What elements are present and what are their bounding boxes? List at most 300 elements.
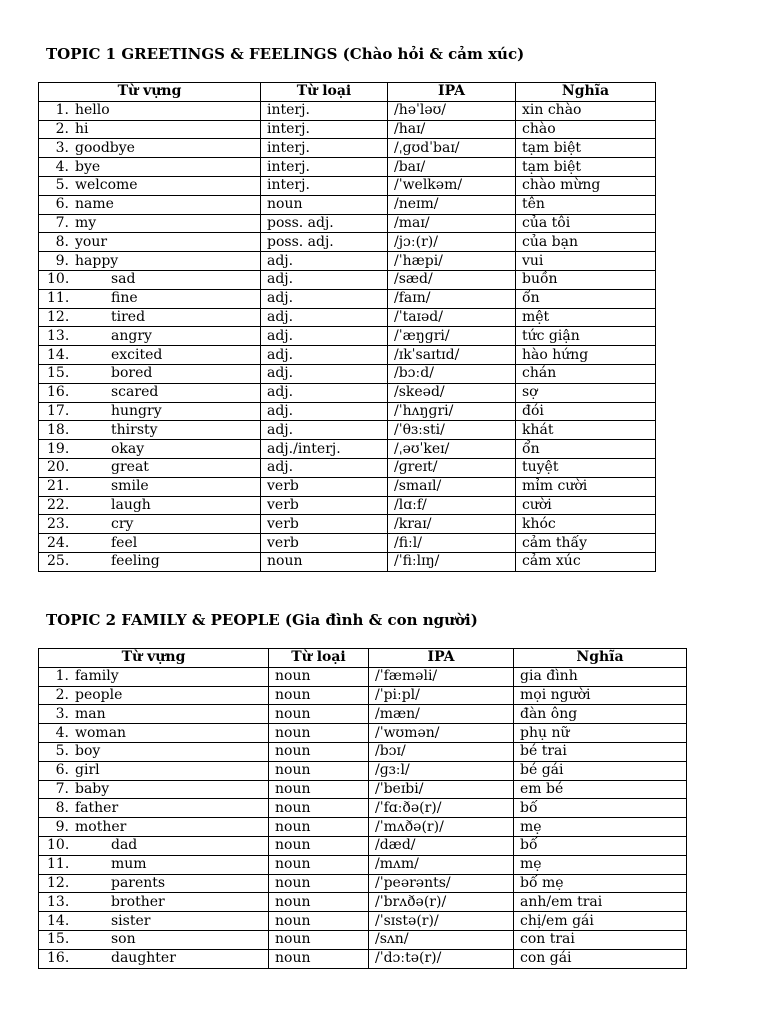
row-number: 15.	[47, 931, 70, 948]
vocab-word: brother	[111, 893, 165, 910]
meaning-cell: bố	[514, 836, 687, 855]
vocab-word: people	[75, 686, 123, 703]
word-cell	[39, 705, 269, 724]
meaning-cell: bé gái	[514, 761, 687, 780]
ipa-cell: /ˌəʊˈkeɪ/	[388, 440, 516, 459]
word-cell	[39, 818, 269, 837]
meaning-cell: hào hứng	[516, 346, 656, 365]
meaning-cell: buồn	[516, 270, 656, 289]
meaning-cell: mẹ	[514, 818, 687, 837]
vocab-word: boy	[75, 743, 101, 760]
row-number: 17.	[47, 402, 70, 419]
ipa-cell: /ˈfiːlɪŋ/	[388, 552, 516, 571]
part-of-speech-cell: noun	[261, 552, 388, 571]
ipa-cell: /sæd/	[388, 270, 516, 289]
word-cell	[39, 496, 261, 515]
meaning-cell: tuyệt	[516, 458, 656, 477]
word-cell	[39, 761, 269, 780]
part-of-speech-cell: noun	[269, 912, 369, 931]
part-of-speech-cell: noun	[261, 195, 388, 214]
meaning-cell: xin chào	[516, 101, 656, 120]
word-cell	[39, 346, 261, 365]
table-row	[39, 949, 687, 968]
part-of-speech-cell: noun	[269, 667, 369, 686]
word-cell	[39, 552, 261, 571]
table-row	[39, 101, 656, 120]
table-row	[39, 383, 656, 402]
ipa-cell: /ˈfæməli/	[369, 667, 514, 686]
vocab-word: name	[75, 196, 114, 213]
ipa-cell: /dæd/	[369, 836, 514, 855]
row-number: 22.	[47, 496, 70, 513]
ipa-cell: /ˌɡʊdˈbaɪ/	[388, 139, 516, 158]
part-of-speech-cell: verb	[261, 477, 388, 496]
vocab-word: your	[75, 233, 108, 250]
part-of-speech-cell: noun	[269, 818, 369, 837]
word-cell	[39, 139, 261, 158]
word-cell	[39, 120, 261, 139]
part-of-speech-cell: adj.	[261, 270, 388, 289]
vocab-word: son	[111, 931, 136, 948]
vocab-word: hungry	[111, 402, 162, 419]
vocab-word: baby	[75, 780, 110, 797]
word-cell	[39, 270, 261, 289]
vocab-word: happy	[75, 252, 119, 269]
row-number: 18.	[47, 421, 70, 438]
word-cell	[39, 214, 261, 233]
table-row	[39, 477, 656, 496]
row-number: 15.	[47, 365, 70, 382]
meaning-cell: chị/em gái	[514, 912, 687, 931]
ipa-cell: /ˈwʊmən/	[369, 724, 514, 743]
part-of-speech-cell: interj.	[261, 158, 388, 177]
row-number: 6.	[55, 196, 69, 213]
table-row	[39, 874, 687, 893]
row-number: 2.	[55, 120, 69, 137]
table-row	[39, 364, 656, 383]
part-of-speech-cell: poss. adj.	[261, 214, 388, 233]
ipa-cell: /skeəd/	[388, 383, 516, 402]
part-of-speech-cell: noun	[269, 761, 369, 780]
table-row	[39, 799, 687, 818]
part-of-speech-cell: adj.	[261, 289, 388, 308]
part-of-speech-cell: adj.	[261, 421, 388, 440]
vocab-word: mum	[111, 856, 147, 873]
part-of-speech-cell: noun	[269, 949, 369, 968]
vocab-word: feeling	[111, 553, 160, 570]
part-of-speech-cell: interj.	[261, 101, 388, 120]
table-row	[39, 458, 656, 477]
row-number: 4.	[55, 158, 69, 175]
meaning-cell: em bé	[514, 780, 687, 799]
table-row	[39, 515, 656, 534]
meaning-cell: phụ nữ	[514, 724, 687, 743]
row-number: 20.	[47, 459, 70, 476]
ipa-cell: /ɡreɪt/	[388, 458, 516, 477]
part-of-speech-cell: verb	[261, 515, 388, 534]
meaning-cell: mỉm cười	[516, 477, 656, 496]
ipa-cell: /maɪ/	[388, 214, 516, 233]
vocab-word: smile	[111, 478, 149, 495]
meaning-cell: anh/em trai	[514, 893, 687, 912]
ipa-cell: /ˈθɜːsti/	[388, 421, 516, 440]
part-of-speech-cell: noun	[269, 724, 369, 743]
meaning-cell: tên	[516, 195, 656, 214]
meaning-cell: mệt	[516, 308, 656, 327]
table-row	[39, 912, 687, 931]
word-cell	[39, 158, 261, 177]
header-ipa: IPA	[369, 649, 514, 668]
word-cell	[39, 742, 269, 761]
ipa-cell: /ɪkˈsaɪtɪd/	[388, 346, 516, 365]
ipa-cell: /haɪ/	[388, 120, 516, 139]
word-cell	[39, 252, 261, 271]
meaning-cell: ổn	[516, 440, 656, 459]
word-cell	[39, 930, 269, 949]
table-header-row	[39, 83, 656, 102]
meaning-cell: tạm biệt	[516, 158, 656, 177]
ipa-cell: /mæn/	[369, 705, 514, 724]
vocab-word: bye	[75, 158, 101, 175]
meaning-cell: khóc	[516, 515, 656, 534]
table-row	[39, 158, 656, 177]
table-row	[39, 855, 687, 874]
topic-1-table	[38, 82, 656, 572]
part-of-speech-cell: adj.	[261, 458, 388, 477]
table-row	[39, 496, 656, 515]
meaning-cell: bố mẹ	[514, 874, 687, 893]
row-number: 9.	[55, 252, 69, 269]
part-of-speech-cell: noun	[269, 836, 369, 855]
meaning-cell: chào	[516, 120, 656, 139]
word-cell	[39, 780, 269, 799]
vocab-word: laugh	[111, 496, 151, 513]
vocab-word: mother	[75, 818, 127, 835]
part-of-speech-cell: noun	[269, 930, 369, 949]
table-row	[39, 893, 687, 912]
vocab-word: goodbye	[75, 139, 135, 156]
row-number: 13.	[47, 893, 70, 910]
ipa-cell: /ˈfɑːðə(r)/	[369, 799, 514, 818]
word-cell	[39, 195, 261, 214]
topic-1-title: TOPIC 1 GREETINGS & FEELINGS (Chào hỏi & cảm xúc)	[46, 45, 525, 63]
part-of-speech-cell: adj.	[261, 364, 388, 383]
meaning-cell: cười	[516, 496, 656, 515]
vocab-word: welcome	[75, 177, 138, 194]
table-row	[39, 289, 656, 308]
part-of-speech-cell: noun	[269, 874, 369, 893]
row-number: 5.	[55, 743, 69, 760]
ipa-cell: /ˈpiːpl/	[369, 686, 514, 705]
row-number: 10.	[47, 837, 70, 854]
vocab-word: okay	[111, 440, 145, 457]
header-word: Từ vựng	[39, 83, 261, 102]
row-number: 6.	[55, 762, 69, 779]
vocab-word: sad	[111, 271, 136, 288]
row-number: 12.	[47, 308, 70, 325]
word-cell	[39, 402, 261, 421]
meaning-cell: chán	[516, 364, 656, 383]
table-row	[39, 930, 687, 949]
vocab-word: cry	[111, 515, 134, 532]
header-part-of-speech: Từ loại	[269, 649, 369, 668]
ipa-cell: /ˈbeɪbi/	[369, 780, 514, 799]
ipa-cell: /ˈtaɪəd/	[388, 308, 516, 327]
vocab-word: scared	[111, 384, 159, 401]
meaning-cell: bé trai	[514, 742, 687, 761]
table-row	[39, 195, 656, 214]
row-number: 8.	[55, 233, 69, 250]
ipa-cell: /kraɪ/	[388, 515, 516, 534]
row-number: 24.	[47, 534, 70, 551]
row-number: 3.	[55, 705, 69, 722]
word-cell	[39, 855, 269, 874]
word-cell	[39, 534, 261, 553]
table-row	[39, 327, 656, 346]
vocab-word: feel	[111, 534, 138, 551]
part-of-speech-cell: noun	[269, 799, 369, 818]
word-cell	[39, 949, 269, 968]
ipa-cell: /neɪm/	[388, 195, 516, 214]
ipa-cell: /ˈbrʌðə(r)/	[369, 893, 514, 912]
vocab-word: parents	[111, 874, 166, 891]
table-row	[39, 346, 656, 365]
ipa-cell: /ˈmʌðə(r)/	[369, 818, 514, 837]
part-of-speech-cell: adj.	[261, 383, 388, 402]
meaning-cell: ổn	[516, 289, 656, 308]
row-number: 16.	[47, 384, 70, 401]
meaning-cell: tạm biệt	[516, 139, 656, 158]
table-row	[39, 139, 656, 158]
meaning-cell: bố	[514, 799, 687, 818]
table-row	[39, 176, 656, 195]
table-row	[39, 780, 687, 799]
table-row	[39, 818, 687, 837]
meaning-cell: mẹ	[514, 855, 687, 874]
vocab-word: hello	[75, 102, 110, 119]
part-of-speech-cell: noun	[269, 742, 369, 761]
row-number: 7.	[55, 214, 69, 231]
vocab-word: my	[75, 214, 97, 231]
ipa-cell: /ɡɜːl/	[369, 761, 514, 780]
vocab-word: sister	[111, 912, 151, 929]
ipa-cell: /mʌm/	[369, 855, 514, 874]
word-cell	[39, 364, 261, 383]
word-cell	[39, 289, 261, 308]
part-of-speech-cell: verb	[261, 534, 388, 553]
table-row	[39, 761, 687, 780]
table-row	[39, 233, 656, 252]
meaning-cell: mọi người	[514, 686, 687, 705]
part-of-speech-cell: interj.	[261, 176, 388, 195]
ipa-cell: /ˈhʌŋɡri/	[388, 402, 516, 421]
word-cell	[39, 101, 261, 120]
table-row	[39, 421, 656, 440]
word-cell	[39, 233, 261, 252]
ipa-cell: /smaɪl/	[388, 477, 516, 496]
row-number: 10.	[47, 271, 70, 288]
table-row	[39, 836, 687, 855]
row-number: 2.	[55, 686, 69, 703]
table-row	[39, 724, 687, 743]
table-row	[39, 402, 656, 421]
row-number: 5.	[55, 177, 69, 194]
word-cell	[39, 667, 269, 686]
vocab-word: great	[111, 459, 149, 476]
word-cell	[39, 458, 261, 477]
row-number: 12.	[47, 874, 70, 891]
row-number: 7.	[55, 780, 69, 797]
meaning-cell: con trai	[514, 930, 687, 949]
meaning-cell: cảm thấy	[516, 534, 656, 553]
word-cell	[39, 912, 269, 931]
table-row	[39, 534, 656, 553]
part-of-speech-cell: adj.	[261, 346, 388, 365]
header-ipa: IPA	[388, 83, 516, 102]
vocab-word: thirsty	[111, 421, 158, 438]
table-header-row	[39, 649, 687, 668]
vocab-word: family	[75, 668, 119, 685]
header-meaning: Nghĩa	[516, 83, 656, 102]
vocab-word: fine	[111, 290, 138, 307]
meaning-cell: con gái	[514, 949, 687, 968]
topic-2-table	[38, 648, 687, 969]
vocab-word: excited	[111, 346, 163, 363]
meaning-cell: đàn ông	[514, 705, 687, 724]
part-of-speech-cell: noun	[269, 686, 369, 705]
table-row	[39, 552, 656, 571]
ipa-cell: /jɔː(r)/	[388, 233, 516, 252]
part-of-speech-cell: noun	[269, 780, 369, 799]
row-number: 14.	[47, 912, 70, 929]
row-number: 14.	[47, 346, 70, 363]
row-number: 8.	[55, 799, 69, 816]
meaning-cell: gia đình	[514, 667, 687, 686]
part-of-speech-cell: adj.	[261, 402, 388, 421]
row-number: 21.	[47, 478, 70, 495]
word-cell	[39, 686, 269, 705]
ipa-cell: /baɪ/	[388, 158, 516, 177]
ipa-cell: /fiːl/	[388, 534, 516, 553]
ipa-cell: /ˈwelkəm/	[388, 176, 516, 195]
ipa-cell: /lɑːf/	[388, 496, 516, 515]
part-of-speech-cell: verb	[261, 496, 388, 515]
ipa-cell: /ˈpeərənts/	[369, 874, 514, 893]
row-number: 16.	[47, 950, 70, 967]
row-number: 13.	[47, 327, 70, 344]
topic-2-title: TOPIC 2 FAMILY & PEOPLE (Gia đình & con người)	[46, 611, 478, 629]
ipa-cell: /ˈæŋɡri/	[388, 327, 516, 346]
part-of-speech-cell: noun	[269, 893, 369, 912]
table-row	[39, 667, 687, 686]
vocab-word: angry	[111, 327, 152, 344]
row-number: 11.	[47, 290, 70, 307]
table-row	[39, 440, 656, 459]
part-of-speech-cell: noun	[269, 855, 369, 874]
row-number: 9.	[55, 818, 69, 835]
vocab-word: man	[75, 705, 106, 722]
ipa-cell: /sʌn/	[369, 930, 514, 949]
part-of-speech-cell: adj.	[261, 327, 388, 346]
header-word: Từ vựng	[39, 649, 269, 668]
ipa-cell: /ˈsɪstə(r)/	[369, 912, 514, 931]
ipa-cell: /ˈhæpi/	[388, 252, 516, 271]
word-cell	[39, 893, 269, 912]
part-of-speech-cell: adj.	[261, 252, 388, 271]
part-of-speech-cell: interj.	[261, 139, 388, 158]
vocab-word: daughter	[111, 950, 176, 967]
ipa-cell: /bɔɪ/	[369, 742, 514, 761]
word-cell	[39, 874, 269, 893]
meaning-cell: khát	[516, 421, 656, 440]
table-row	[39, 270, 656, 289]
word-cell	[39, 724, 269, 743]
meaning-cell: chào mừng	[516, 176, 656, 195]
row-number: 4.	[55, 724, 69, 741]
meaning-cell: sợ	[516, 383, 656, 402]
word-cell	[39, 383, 261, 402]
table-row	[39, 252, 656, 271]
table-row	[39, 742, 687, 761]
vocab-word: father	[75, 799, 119, 816]
word-cell	[39, 327, 261, 346]
part-of-speech-cell: noun	[269, 705, 369, 724]
vocab-word: dad	[111, 837, 138, 854]
part-of-speech-cell: adj.	[261, 308, 388, 327]
table-row	[39, 686, 687, 705]
vocab-word: tired	[111, 308, 146, 325]
row-number: 1.	[55, 102, 69, 119]
word-cell	[39, 836, 269, 855]
word-cell	[39, 421, 261, 440]
meaning-cell: của tôi	[516, 214, 656, 233]
meaning-cell: đói	[516, 402, 656, 421]
row-number: 25.	[47, 553, 70, 570]
header-part-of-speech: Từ loại	[261, 83, 388, 102]
ipa-cell: /ˈdɔːtə(r)/	[369, 949, 514, 968]
word-cell	[39, 799, 269, 818]
table-row	[39, 308, 656, 327]
part-of-speech-cell: adj./interj.	[261, 440, 388, 459]
meaning-cell: tức giận	[516, 327, 656, 346]
meaning-cell: của bạn	[516, 233, 656, 252]
ipa-cell: /həˈləʊ/	[388, 101, 516, 120]
table-row	[39, 120, 656, 139]
row-number: 11.	[47, 856, 70, 873]
row-number: 23.	[47, 515, 70, 532]
vocab-word: bored	[111, 365, 153, 382]
header-meaning: Nghĩa	[514, 649, 687, 668]
word-cell	[39, 440, 261, 459]
table-row	[39, 705, 687, 724]
vocab-word: girl	[75, 762, 100, 779]
part-of-speech-cell: poss. adj.	[261, 233, 388, 252]
row-number: 19.	[47, 440, 70, 457]
table-row	[39, 214, 656, 233]
word-cell	[39, 515, 261, 534]
word-cell	[39, 477, 261, 496]
vocab-word: hi	[75, 120, 89, 137]
vocab-word: woman	[75, 724, 127, 741]
meaning-cell: vui	[516, 252, 656, 271]
part-of-speech-cell: interj.	[261, 120, 388, 139]
meaning-cell: cảm xúc	[516, 552, 656, 571]
word-cell	[39, 176, 261, 195]
row-number: 1.	[55, 668, 69, 685]
ipa-cell: /faɪn/	[388, 289, 516, 308]
word-cell	[39, 308, 261, 327]
row-number: 3.	[55, 139, 69, 156]
